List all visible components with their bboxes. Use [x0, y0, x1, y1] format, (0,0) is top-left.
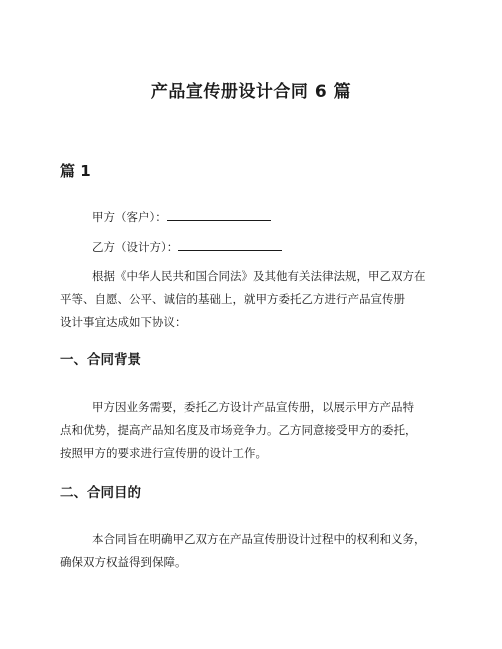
party-a-blank: [167, 208, 271, 221]
document-title: 产品宣传册设计合同 6 篇: [150, 82, 352, 102]
intro-line-3: 设计事宜达成如下协议：: [60, 315, 187, 329]
intro-line-1: 根据《中华人民共和国合同法》及其他有关法律法规，甲乙双方在: [92, 269, 426, 283]
party-a-line: [92, 208, 271, 225]
clause2-line-1: 本合同旨在明确甲乙双方在产品宣传册设计过程中的权利和义务，: [92, 532, 426, 546]
party-b-line: [92, 238, 282, 255]
clause-heading-background: 一、合同背景: [60, 352, 141, 368]
party-b-blank: [178, 238, 282, 251]
clause1-line-2: 点和优势，提高产品知名度及市场竞争力。乙方同意接受甲方的委托，: [60, 423, 417, 437]
clause2-line-2: 确保双方权益得到保障。: [60, 555, 187, 569]
clause1-line-1: 甲方因业务需要，委托乙方设计产品宣传册，以展示甲方产品特: [92, 400, 414, 414]
party-a-label: 甲方（客户）：: [92, 210, 167, 224]
party-b-label: 乙方（设计方）：: [92, 240, 179, 254]
clause1-line-3: 按照甲方的要求进行宣传册的设计工作。: [60, 446, 267, 460]
section-heading: 篇 1: [60, 162, 91, 180]
intro-line-2: 平等、自愿、公平、诚信的基础上，就甲方委托乙方进行产品宣传册: [60, 292, 405, 306]
clause-heading-purpose: 二、合同目的: [60, 485, 141, 501]
